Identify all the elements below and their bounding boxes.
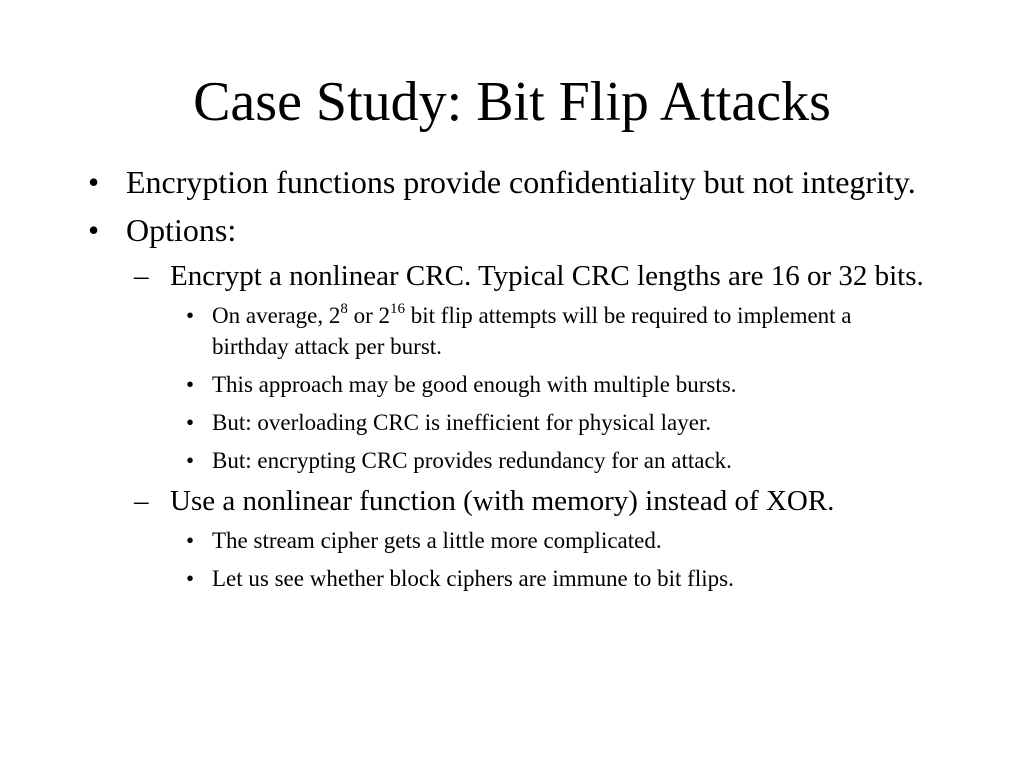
sub-bullet-item [134, 258, 928, 294]
bullet-icon: • [186, 566, 195, 591]
bullet-item [88, 210, 928, 250]
detail-text [212, 303, 852, 359]
detail-text: The stream cipher gets a little more complicated. [212, 528, 662, 553]
bullet-text: Options: [126, 212, 237, 248]
detail-text: Let us see whether block ciphers are immune to bit flips. [212, 566, 734, 591]
bullet-icon: • [186, 448, 195, 473]
detail-item [186, 525, 928, 556]
bullet-icon: • [186, 303, 195, 328]
detail-text-prefix: On average, 2 [212, 303, 341, 328]
dash-icon: – [134, 260, 149, 292]
bullet-item [88, 162, 928, 202]
detail-item [186, 445, 928, 476]
bullet-icon: • [186, 372, 195, 397]
sub-bullet-item [134, 483, 928, 519]
detail-item [186, 369, 928, 400]
sub-bullet-text: Use a nonlinear function (with memory) instead of XOR. [170, 485, 835, 517]
detail-text: This approach may be good enough with multiple bursts. [212, 372, 737, 397]
sub-bullet-text: Encrypt a nonlinear CRC. Typical CRC lengths are 16 or 32 bits. [170, 260, 924, 292]
bullet-icon: • [186, 410, 195, 435]
detail-text-middle: or 2 [347, 303, 391, 328]
detail-item [186, 563, 928, 594]
detail-item [186, 300, 928, 362]
slide-title: Case Study: Bit Flip Attacks [193, 71, 831, 133]
bullet-text: Encryption functions provide confidentiality but not integrity. [126, 164, 916, 200]
bullet-icon: • [186, 528, 195, 553]
bullet-icon: • [88, 212, 100, 248]
exponent: 16 [390, 301, 406, 318]
slide-content [88, 162, 928, 601]
exponent: 8 [340, 301, 348, 318]
detail-text: But: overloading CRC is inefficient for physical layer. [212, 410, 712, 435]
detail-text-suffix: bit flip attempts will be required to implement a birthday attack per burst. [212, 303, 852, 359]
bullet-icon: • [88, 164, 100, 200]
dash-icon: – [134, 485, 149, 517]
detail-item [186, 407, 928, 438]
detail-text: But: encrypting CRC provides redundancy for an attack. [212, 448, 732, 473]
